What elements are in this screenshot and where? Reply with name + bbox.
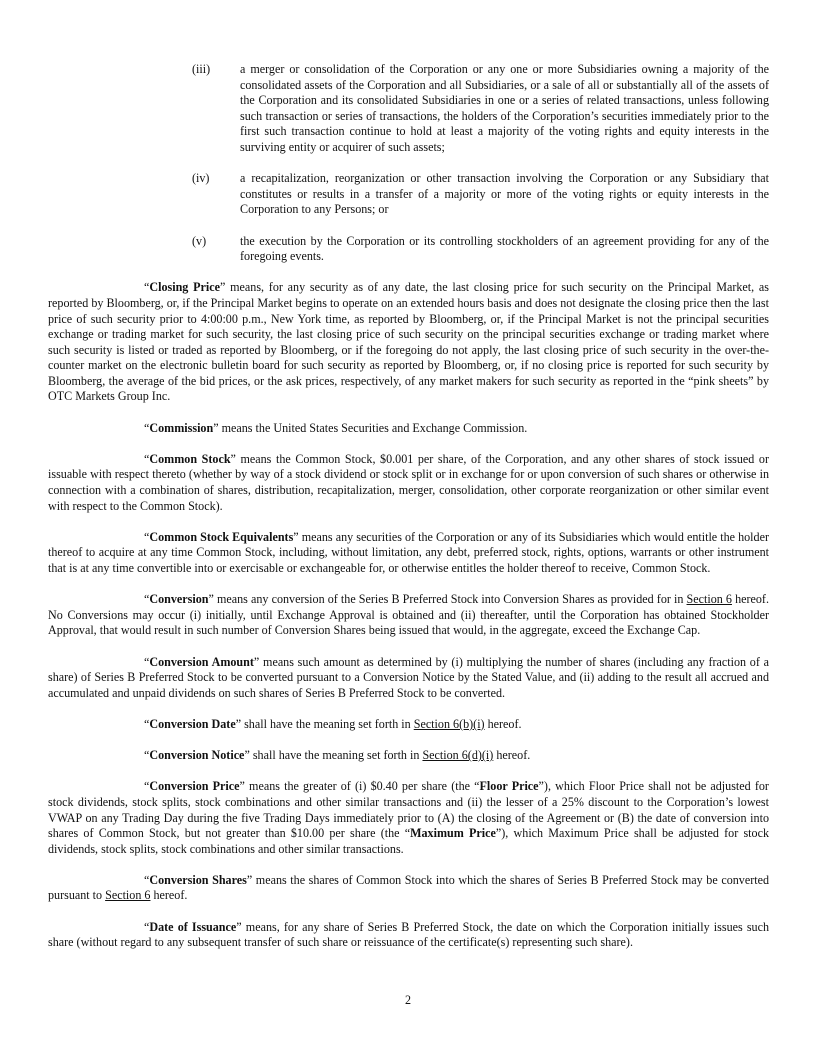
definition-text: shall have the meaning set forth in [249,748,423,763]
defined-term: Conversion Shares [149,872,247,887]
list-item-v [192,233,769,265]
list-number: (iv) [192,171,210,186]
section-reference-link[interactable]: Section 6(b)(i) [413,716,485,731]
definition-text: means the United States Securities and Exchange Commission. [218,420,528,435]
list-number: (v) [192,233,207,248]
definition-text: means the greater of (i) $0.40 per share (the “ [244,779,480,794]
definition-commission: “Commission” means the United States Securities and Exchange Commission. [144,420,528,435]
definition-text: means any conversion of the Series B Preferred Stock into Conversion Shares as provided for in [213,592,687,607]
list-item-iii [192,62,769,156]
defined-term: Closing Price [149,280,220,295]
definition-closing-price: “Closing Price” means, for any security as of any date, the last closing price for such security on the Principal Market, as reported by Bloomberg, or, if the Principal Market begins to operate on an extended hours basis and does not designate the closing price then the last price of such security prior to 4:00:00 p.m., New York time, as reported by Bloomberg, or, if the Principal Market is not the principal securities exchange or trading market for such security, the last closing price of such security on the principal securities exchange or trading market where such security is listed or traded as reported by Bloomberg, or if the foregoing do not apply, the last closing price of such security in the over-the-counter market on the electronic bulletin board for such security as reported by Bloomberg, or, if no closing price is reported for such security by Bloomberg, the average of the bid prices, or the ask prices, respectively, of any market makers for such security as reported in the “pink sheets” by OTC Markets Group Inc. [48,280,769,404]
definition-conversion: “Conversion” means any conversion of the Series B Preferred Stock into Conversion Shares as provided for in Section 6 hereof. No Conversions may occur (i) initially, until Exchange Approval is obtained and (ii) thereafter, until the Corporation has obtained Stockholder Approval, that would result in such number of Conversion Shares being issued that would, in the aggregate, exceed the Exchange Cap. [48,592,769,638]
defined-term: Commission [149,420,214,435]
defined-term: Maximum Price [410,826,496,841]
definition-text: means any securities of the Corporation or any of its Subsidiaries which would entitle the holder thereof to acquire at any time Common Stock, including, without limitation, any debt, preferred stock, rights, options, warrants or other instrument that is at any time convertible into or exercisable or exchangeable for, or otherwise entitles the holder thereof to receive, Common Stock. [48,529,769,575]
definition-text: hereof. No Conversions may occur (i) initially, until Exchange Approval is obtained and (ii) thereafter, until the Corporation has obtained Stockholder Approval, that would result in such number of Conversion Shares being issued that would, in the aggregate, exceed the Exchange Cap. [48,592,769,638]
definition-text: means such amount as determined by (i) multiplying the number of shares (including any fraction of a share) of Series B Preferred Stock to be converted pursuant to a Conversion Notice by the Stated Value, and (ii) adding to the result all accrued and accumulated and unpaid dividends on such shares of Series B Preferred Stock to be converted. [48,654,769,700]
defined-term: Conversion Date [149,716,236,731]
list-text: a merger or consolidation of the Corporation or any one or more Subsidiaries owning a majority of the consolidated assets of the Corporation and all Subsidiaries, or a sale of all or substantially all of the assets of the Corporation and its consolidated Subsidiaries in one or a series of related transactions, unless following such transaction or series of transactions, the holders of the Corporation’s securities immediately prior to the first such transaction continue to hold at least a majority of the voting rights and equity interests in the surviving entity or acquirer of such assets; [240,62,769,154]
defined-term: Common Stock [149,451,231,466]
defined-term: Conversion Amount [149,654,254,669]
definition-text: means the Common Stock, $0.001 per share, of the Corporation, and any other shares of stock issued or issuable with respect thereto (whether by way of a stock dividend or stock split or in exchange for or upon conversion of such shares or otherwise in connection with a combination of shares, distribution, recapitalization, merger, consolidation, other corporate reorganization or other similar event with respect to the Common Stock). [48,451,769,513]
definition-conversion-shares: “Conversion Shares” means the shares of Common Stock into which the shares of Series B Preferred Stock may be converted pursuant to Section 6 hereof. [48,872,770,903]
definition-common-stock-equivalents: “Common Stock Equivalents” means any securities of the Corporation or any of its Subsidiaries which would entitle the holder thereof to acquire at any time Common Stock, including, without limitation, any debt, preferred stock, rights, options, warrants or other instrument that is at any time convertible into or exercisable or exchangeable for, or otherwise entitles the holder thereof to receive, Common Stock. [48,529,769,575]
list-item-iv [192,171,769,218]
definition-conversion-amount: “Conversion Amount” means such amount as determined by (i) multiplying the number of shares (including any fraction of a share) of Series B Preferred Stock to be converted pursuant to a Conversion Notice by the Stated Value, and (ii) adding to the result all accrued and accumulated and unpaid dividends on such shares of Series B Preferred Stock to be converted. [48,654,769,700]
document-page [48,62,769,966]
definition-text: hereof. [484,716,522,731]
defined-term: Conversion [149,592,209,607]
defined-term: Date of Issuance [149,919,237,934]
definition-text: means the shares of Common Stock into which the shares of Series B Preferred Stock may be converted pursuant to [48,872,770,903]
list-text: the execution by the Corporation or its controlling stockholders of an agreement providing for any of the foregoing events. [240,233,769,264]
list-text: a recapitalization, reorganization or other transaction involving the Corporation or any Subsidiary that constitutes or results in a transfer of a majority or more of the voting rights or equity interests in the Corporation to any Persons; or [240,171,769,217]
section-reference-link[interactable]: Section 6 [686,592,732,607]
section-reference-link[interactable]: Section 6(d)(i) [422,748,494,763]
section-reference-link[interactable]: Section 6 [105,888,151,903]
page-number: 2 [404,993,412,1007]
list-number: (iii) [192,62,211,76]
definition-conversion-price: “Conversion Price” means the greater of (i) $0.40 per share (the “Floor Price”), which Floor Price shall not be adjusted for stock dividends, stock splits, stock combinations and other similar transactions and (ii) the lesser of a 25% discount to the Corporation’s lowest VWAP on any Trading Day during the five Trading Days immediately prior to (A) the closing of the Agreement or (B) the date of conversion into shares of Common Stock, but not greater than $10.00 per share (the “Maximum Price”), which Maximum Price shall be adjusted for stock dividends, stock splits, stock combinations and other similar transactions. [48,779,769,856]
definition-text: ”), which Maximum Price shall be adjusted for stock dividends, stock splits, stock combinations and other similar transactions. [48,826,769,856]
definition-text: means, for any security as of any date, the last closing price for such security on the Principal Market, as reported by Bloomberg, or, if the Principal Market begins to operate on an extended hours basis and does not designate the closing price then the last price of such security prior to 4:00:00 p.m., New York time, as reported by Bloomberg, or, if the Principal Market is not the principal securities exchange or trading market for such security, the last closing price of such security on the principal securities exchange or trading market where such security is listed or traded as reported by Bloomberg, or if the foregoing do not apply, the last closing price of such security in the over-the-counter market on the electronic bulletin board for such security as reported by Bloomberg, or, if no closing price is reported for such security by Bloomberg, the average of the bid prices, or the ask prices, respectively, of any market makers for such security as reported in the “pink sheets” by OTC Markets Group Inc. [48,280,769,404]
definition-date-of-issuance: “Date of Issuance” means, for any share of Series B Preferred Stock, the date on which the Corporation initially issues such share (without regard to any subsequent transfer of such share or reissuance of the certificate(s) representing such share). [48,919,770,950]
definition-text: means, for any share of Series B Preferred Stock, the date on which the Corporation initially issues such share (without regard to any subsequent transfer of such share or reissuance of the certificate(s) representing such share). [48,919,770,950]
definition-conversion-notice: “Conversion Notice” shall have the meaning set forth in Section 6(d)(i) hereof. [144,748,531,763]
definition-text: shall have the meaning set forth in [241,716,414,731]
definition-conversion-date: “Conversion Date” shall have the meaning set forth in Section 6(b)(i) hereof. [144,716,522,731]
definition-text: ”), which Floor Price shall not be adjusted for stock dividends, stock splits, stock combinations and other similar transactions and (ii) the lesser of a 25% discount to the Corporation’s lowest VWAP on any Trading Day during the five Trading Days immediately prior to (A) the closing of the Agreement or (B) the date of conversion into shares of Common Stock, but not greater than $10.00 per share (the “ [48,779,769,841]
definition-text: hereof. [493,748,531,763]
definition-text: hereof. [150,888,188,903]
defined-term: Floor Price [479,779,539,794]
definition-common-stock: “Common Stock” means the Common Stock, $0.001 per share, of the Corporation, and any other shares of stock issued or issuable with respect thereto (whether by way of a stock dividend or stock split or in exchange for or upon conversion of such shares or otherwise in connection with a combination of shares, distribution, recapitalization, merger, consolidation, other corporate reorganization or other similar event with respect to the Common Stock). [48,451,769,513]
defined-term: Common Stock Equivalents [149,529,294,544]
defined-term: Conversion Price [149,779,240,794]
defined-term: Conversion Notice [149,748,245,763]
